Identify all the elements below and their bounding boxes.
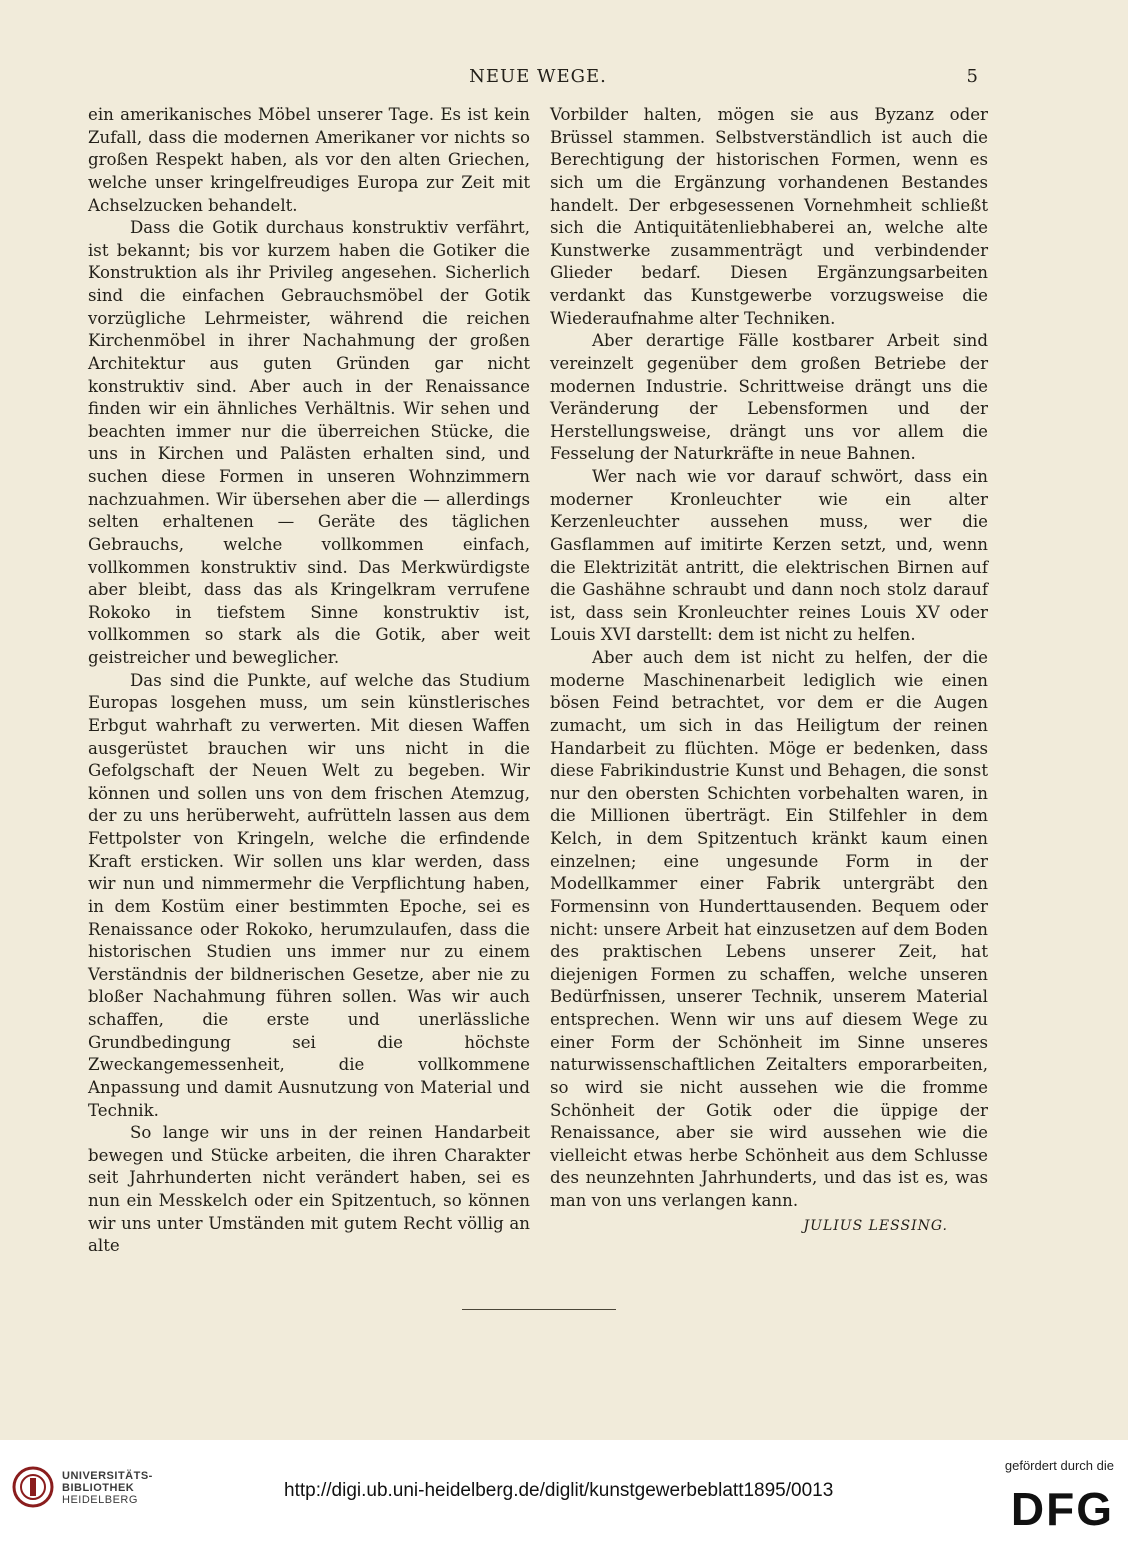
paragraph: Dass die Gotik durchaus konstruktiv verfährt, ist bekannt; bis vor kurzem haben die Gotiker die Konstruktion als ihr Privileg angesehen. Sicherlich sind die einfachen Gebrauchsmöbel der Gotik vorzügliche Lehrmeister, während die reichen Kirchenmöbel in ihrer Nachahmung der großen Architektur aus guten Gründen gar nicht konstruktiv sind. Aber auch in der Renaissance finden wir ein ähnliches Verhältnis. Wir sehen und beachten immer nur die überreichen Stücke, die uns in Kirchen und Palästen erhalten sind, und suchen diese Formen in unseren Wohnzimmern nachzuahmen. Wir übersehen aber die — allerdings selten erhaltenen — Geräte des täglichen Gebrauchs, welche vollkommen einfach, vollkommen konstruktiv sind. Das Merkwürdigste aber bleibt, dass das als Kringelkram verrufene Rokoko in tiefstem Sinne konstruktiv ist, vollkommen so stark als die Gotik, aber weit geistreicher und beweglicher. <box>88 218 530 667</box>
dfg-logo: DFG <box>1010 1483 1114 1535</box>
paragraph: Aber derartige Fälle kostbarer Arbeit sind vereinzelt gegenüber dem großen Betriebe der modernen Industrie. Schrittweise drängt uns die Veränderung der Lebensformen und der Herstellungsweise, drängt uns vor allem die Fesselung der Naturkräfte in neue Bahnen. <box>550 331 988 464</box>
paragraph: Aber auch dem ist nicht zu helfen, der die moderne Maschinenarbeit lediglich wie einen bösen Feind betrachtet, vor dem er die Augen zumacht, um sich in das Heiligtum der reinen Handarbeit zu flüchten. Möge er bedenken, dass diese Fabrikindustrie Kunst und Behagen, die sonst nur den obersten Schichten vorbehalten waren, in die Millionen überträgt. Ein Stilfehler in dem Kelch, in dem Spitzentuch kränkt kaum einen einzelnen; eine ungesunde Form in der Modellkammer einer Fabrik untergräbt den Formensinn von Hunderttausenden. Bequem oder nicht: unsere Arbeit hat einzusetzen auf dem Boden des praktischen Lebens unserer Zeit, hat diejenigen Formen zu schaffen, welche unseren Bedürfnissen, unserer Technik, unserem Material entsprechen. Wenn wir uns auf diesem Wege zu einer Form der Schönheit im Sinne unseres naturwissenschaftlichen Zeitalters emporarbeiten, so wird sie nicht aussehen wie die fromme Schönheit der Gotik oder die üppige der Renaissance, aber sie wird aussehen wie die vielleicht etwas herbe Schönheit aus dem Schlusse des neunzehnten Jahrhunderts, und das ist es, was man von uns verlangen kann. <box>550 648 988 1210</box>
paragraph: Das sind die Punkte, auf welche das Studium Europas losgehen muss, um sein künstlerisches Erbgut wahrhaft zu verwerten. Mit diesen Waffen ausgerüstet brauchen wir uns nicht in die Gefolgschaft der Neuen Welt zu begeben. Wir können und sollen uns von dem frischen Atemzug, der zu uns herüberweht, aufrütteln lassen aus dem Fettpolster von Kringeln, welche die erfindende Kraft ersticken. Wir sollen uns klar werden, dass wir nun und nimmermehr die Verpflichtung haben, in dem Kostüm einer bestimmten Epoche, sei es Renaissance oder Rokoko, herumzulaufen, dass die historischen Studien uns immer nur zu einem Verständnis der bildnerischen Gesetze, aber nie zu bloßer Nachahmung führen sollen. Was wir auch schaffen, die erste und unerlässliche Grundbedingung sei die höchste Zweckangemessenheit, die vollkommene Anpassung und damit Ausnutzung von Material und Technik. <box>88 670 530 1120</box>
library-name <box>62 1470 153 1506</box>
page-number: 5 <box>966 66 978 87</box>
university-seal-icon <box>12 1466 54 1508</box>
right-column <box>550 104 988 1237</box>
paragraph: Wer nach wie vor darauf schwört, dass ein moderner Kronleuchter wie ein alter Kerzenleuchter aussehen muss, wer die Gasflammen auf imitirte Kerzen setzt, und, wenn die Elektrizität antritt, die elektrischen Birnen auf die Gashähne schraubt und dann noch stolz darauf ist, dass sein Kronleuchter reines Louis XV oder Louis XVI darstellt: dem ist nicht zu helfen. <box>550 467 988 645</box>
library-name-line: UNIVERSITÄTS- <box>62 1470 153 1482</box>
source-url[interactable]: http://digi.ub.uni-heidelberg.de/diglit/kunstgewerbeblatt1895/0013 <box>284 1480 834 1501</box>
paragraph: Vorbilder halten, mögen sie aus Byzanz oder Brüssel stammen. Selbstverständlich ist auch die Berechtigung der historischen Formen, wenn es sich um die Ergänzung vorhandenen Bestandes handelt. Der erbgesessenen Vornehmheit schließt sich die Antiquitätenliebhaberei an, welche alte Kunstwerke zusammenträgt und verbindender Glieder bedarf. Diesen Ergänzungsarbeiten verdankt das Kunstgewerbe vorzugsweise die Wiederaufnahme alter Techniken. <box>550 105 988 328</box>
library-name-line: BIBLIOTHEK <box>62 1482 135 1494</box>
paragraph: ein amerikanisches Möbel unserer Tage. Es ist kein Zufall, dass die modernen Amerikaner vor nichts so großen Respekt haben, als vor den alten Griechen, welche unser kringelfreudiges Europa zur Zeit mit Achselzucken behandelt. <box>88 105 530 215</box>
library-name-line: HEIDELBERG <box>62 1494 138 1506</box>
paragraph: So lange wir uns in der reinen Handarbeit bewegen und Stücke arbeiten, die ihren Charakter seit Jahrhunderten nicht verändert haben, sei es nun ein Messkelch oder ein Spitzentuch, so können wir uns unter Umständen mit gutem Recht völlig an alte <box>88 1123 530 1256</box>
page-title: NEUE WEGE. <box>469 66 607 87</box>
funding-label: gefördert durch die <box>1004 1458 1114 1473</box>
author-signature: JULIUS LESSING. <box>803 1217 948 1234</box>
closing-rule <box>462 1309 616 1310</box>
running-head <box>88 66 988 92</box>
left-column <box>88 104 530 1258</box>
library-footer <box>0 1440 1128 1544</box>
